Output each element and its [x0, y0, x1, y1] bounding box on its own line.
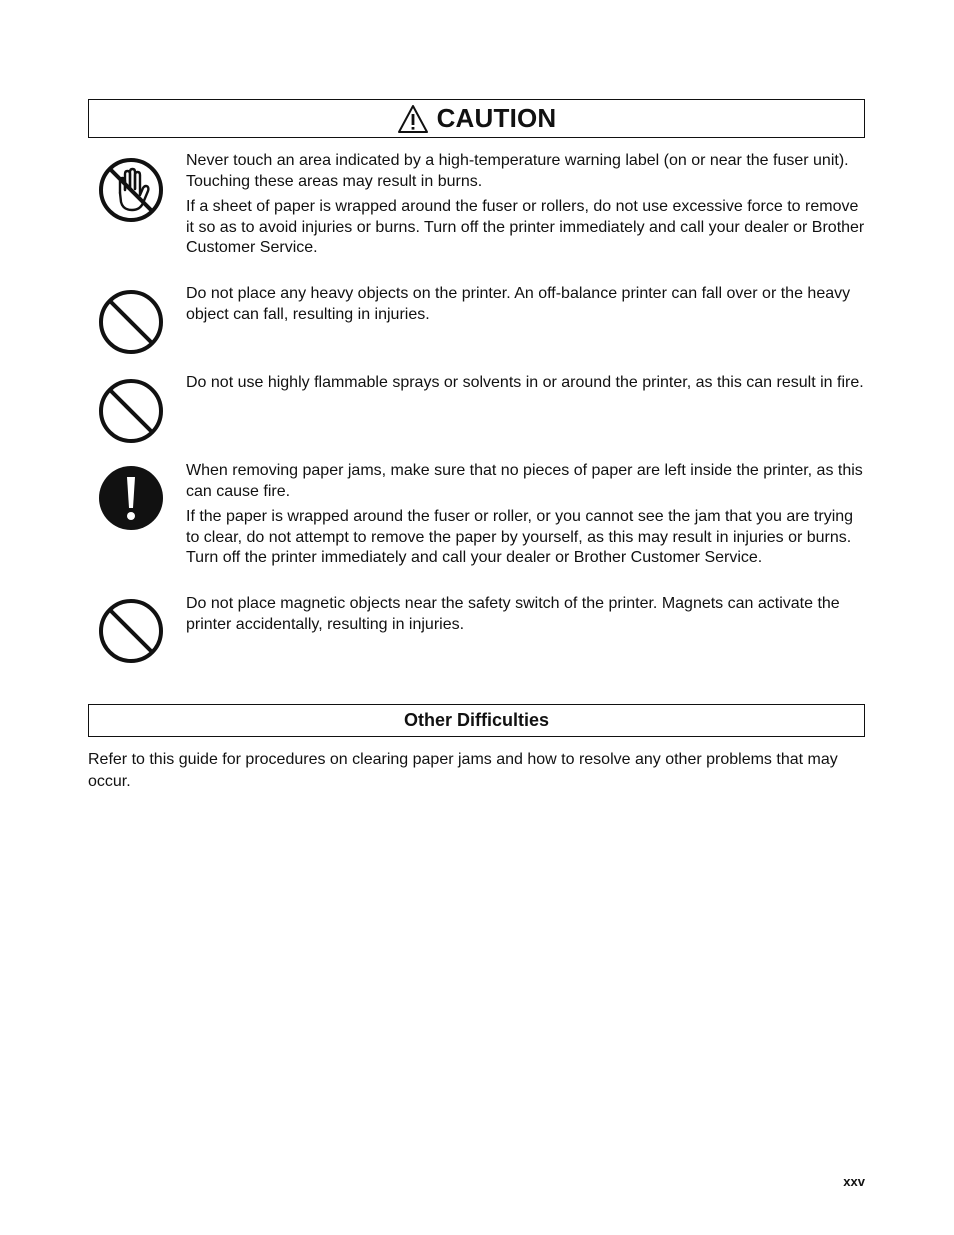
paragraph: Do not place any heavy objects on the printer. An off-balance printer can fall over or the heavy object can fall, resulting in injuries. — [186, 285, 851, 323]
paragraph: If the paper is wrapped around the fuser or roller, or you cannot see the jam that you are trying to clear, do not attempt to remove the paper by yourself, as this may result in injuries or burns. Turn off the printer immediately and call your dealer or Brother Customer Service. — [186, 508, 854, 566]
prohibited-icon — [98, 598, 164, 664]
page-number: xxv — [843, 1174, 865, 1189]
mandatory-exclamation-icon — [98, 465, 164, 531]
section-body: Refer to this guide for procedures on clearing paper jams and how to resolve any other problems that may occur. — [88, 751, 838, 790]
prohibited-icon — [98, 289, 164, 355]
paragraph: When removing paper jams, make sure that no pieces of paper are left inside the printer, as this can cause fire. — [186, 462, 863, 500]
paragraph: Never touch an area indicated by a high-temperature warning label (on or near the fuser unit). Touching these areas may result in burns. — [186, 152, 849, 190]
paragraph: Do not use highly flammable sprays or solvents in or around the printer, as this can result in fire. — [186, 374, 864, 391]
paragraph: If a sheet of paper is wrapped around the fuser or rollers, do not use excessive force to remove it so as to avoid injuries or burns. Turn off the printer immediately and call your dealer or Brother Customer Service. — [186, 198, 865, 256]
paragraph: Do not place magnetic objects near the safety switch of the printer. Magnets can activate the printer accidentally, resulting in injuries. — [186, 595, 840, 633]
caution-header — [88, 99, 865, 138]
warning-triangle-icon — [397, 104, 429, 134]
prohibited-icon — [98, 378, 164, 444]
caution-title: CAUTION — [436, 103, 557, 133]
no-touch-hand-icon — [98, 157, 164, 223]
section-title-other-difficulties: Other Difficulties — [88, 704, 865, 737]
